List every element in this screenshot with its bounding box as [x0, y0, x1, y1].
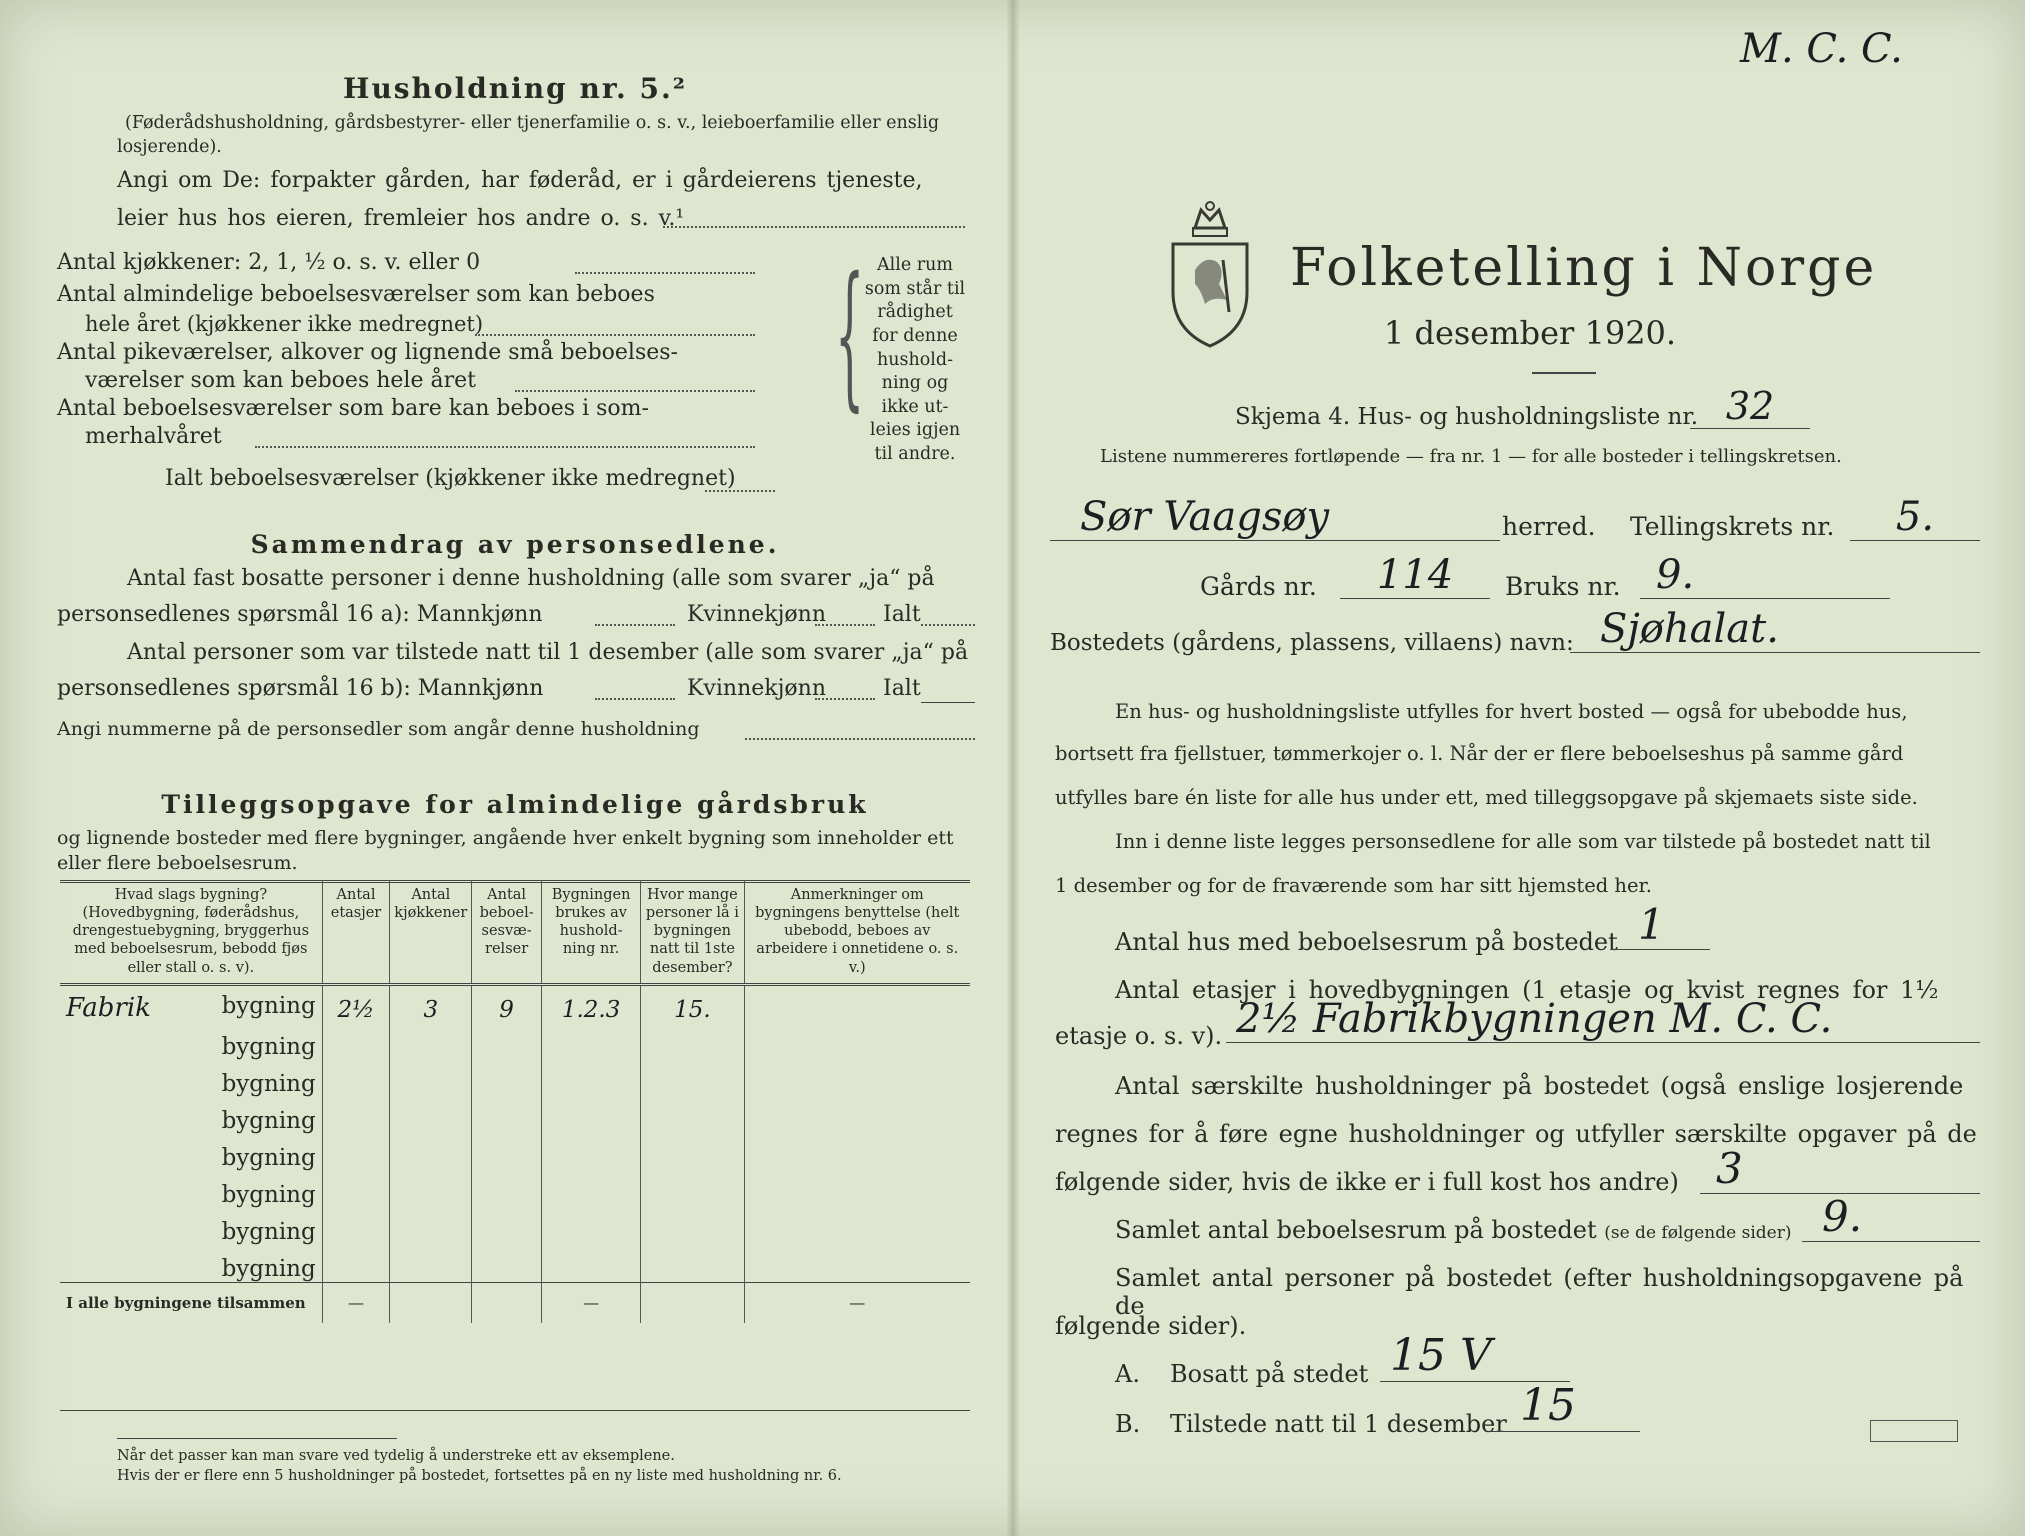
- building-label: bygning: [221, 1070, 316, 1097]
- female-line-1: [815, 624, 875, 626]
- printer-mark: [1870, 1420, 1958, 1442]
- side-note-line: Alle rum: [877, 255, 953, 275]
- holding-nr-label: Bruks nr.: [1505, 572, 1621, 601]
- female-label-2: Kvinnekjønn: [687, 676, 826, 701]
- table-row: [60, 1134, 970, 1171]
- corner-initials: M. C. C.: [1740, 26, 1903, 72]
- persons-label-1: Samlet antal personer på bostedet (efter husholdningsopgavene på de: [1115, 1264, 1964, 1320]
- household-subtitle: (Føderådshusholdning, gårdsbestyrer- eller tjenerfamilie o. s. v., leieboerfamilie eller enslig losjerende).: [117, 113, 940, 157]
- instructions-2a: Inn i denne liste legges personsedlene for alle som var tilstede på bostedet natt til: [1115, 830, 1931, 853]
- building-label: bygning: [221, 1033, 316, 1060]
- kitchens-value: 3: [390, 984, 472, 1023]
- header-remarks: Anmerkninger om bygningens benyttelse (helt ubebodd, beboes av arbeidere i onnetidene o. s. v.): [744, 880, 970, 984]
- building-type-value: Fabrik: [66, 992, 151, 1023]
- side-note-line: som står til: [864, 278, 966, 299]
- rooms-label-2: hele året (kjøkkener ikke medregnet): [85, 312, 484, 336]
- table-row: [60, 1245, 970, 1283]
- summer-rooms-label-1: Antal beboelsesværelser som bare kan beboes i som-: [57, 396, 649, 421]
- angi-line-2: leier hus hos eieren, fremleier hos andre o. s. v.¹: [117, 206, 685, 231]
- total-household: —: [541, 1282, 640, 1323]
- present-value: 15: [1490, 1380, 1640, 1432]
- summary-line-1b: personsedlenes spørsmål 16 a): Mannkjønn: [57, 602, 543, 627]
- total-line-2: [921, 702, 975, 703]
- persons-label-2: følgende sider).: [1055, 1312, 1247, 1340]
- total-remarks: —: [744, 1282, 970, 1323]
- numbers-label: Angi nummerne på de personsedler som angår denne husholdning: [57, 718, 700, 740]
- building-table: [60, 880, 970, 1323]
- building-label: bygning: [221, 1107, 316, 1134]
- kitchens-label: Antal kjøkkener: 2, 1, ½ o. s. v. eller 0: [57, 250, 481, 275]
- summary-line-2a: Antal personer som var tilstede natt til 1 desember (alle som svarer „ja“ på: [127, 640, 969, 665]
- table-header-row: [60, 880, 970, 984]
- instructions-2b: 1 desember og for de fraværende som har sitt hjemsted her.: [1055, 874, 1652, 897]
- households-label-1: Antal særskilte husholdninger på bostedet (også enslige losjerende: [1115, 1072, 1964, 1100]
- census-date: 1 desember 1920.: [1383, 314, 1677, 352]
- footnote-1: Når det passer kan man svare ved tydelig å understreke ett av eksemplene.: [117, 1448, 675, 1464]
- instructions-1c: utfylles bare én liste for alle hus under ett, med tilleggsopgave på skjemaets siste side.: [1055, 786, 1918, 809]
- supplement-subtitle: og lignende bosteder med flere bygninger, angående hver enkelt bygning som inneholder ett eller flere beboelsesrum.: [57, 827, 954, 874]
- holding-nr-value: 9.: [1640, 552, 1890, 599]
- table-row: [60, 984, 970, 1023]
- residence-name-label: Bostedets (gårdens, plassens, villaens) navn:: [1050, 630, 1574, 656]
- total-row-label: I alle bygningene tilsammen: [60, 1282, 322, 1323]
- side-note-line: for denne: [872, 325, 958, 346]
- households-label-3: følgende sider, hvis de ikke er i full kost hos andre): [1055, 1168, 1679, 1196]
- supplement-title: Tilleggsopgave for almindelige gårdsbruk: [161, 790, 869, 819]
- rooms-label-1: Antal almindelige beboelsesværelser som kan beboes: [57, 282, 655, 307]
- male-line-2: [595, 698, 675, 700]
- municipality-value: Sør Vaagsøy: [1050, 494, 1500, 541]
- header-rooms: Antal beboel-sesvæ-relser: [472, 880, 542, 984]
- summary-title: Sammendrag av personsedlene.: [250, 530, 780, 559]
- floors-label-2: etasje o. s. v).: [1055, 1022, 1223, 1050]
- kitchens-line: [575, 272, 755, 274]
- remarks-cell: [744, 984, 970, 1023]
- male-line-1: [595, 624, 675, 626]
- table-bottom-rule: [60, 1410, 970, 1411]
- numbering-note: Listene nummereres fortløpende — fra nr. 1 — for alle bosteder i tellingskretsen.: [1100, 446, 1842, 467]
- present-label: Tilstede natt til 1 desember: [1170, 1410, 1507, 1438]
- table-row: [60, 1171, 970, 1208]
- table-row: [60, 1060, 970, 1097]
- right-page: [1050, 0, 1980, 1536]
- header-household-nr: Bygningen brukes av hushold-ning nr.: [541, 880, 640, 984]
- header-floors: Antal etasjer: [322, 880, 390, 984]
- persons-value: 15.: [641, 984, 744, 1023]
- farm-nr-value: 114: [1340, 552, 1490, 599]
- summer-rooms-line: [255, 446, 755, 448]
- side-note-line: rådighet: [877, 302, 953, 323]
- household-title: Husholdning nr. 5.²: [342, 72, 688, 105]
- page-fold: [1006, 0, 1020, 1536]
- table-row: [60, 1023, 970, 1060]
- building-label: bygning: [221, 1218, 316, 1245]
- table-row: [60, 1097, 970, 1134]
- main-title: Folketelling i Norge: [1290, 238, 1878, 298]
- small-rooms-label-1: Antal pikeværelser, alkover og lignende små beboelses-: [57, 340, 678, 365]
- total-label-1: Ialt: [883, 602, 921, 627]
- instructions-1a: En hus- og husholdningsliste utfylles for hvert bosted — også for ubebodde hus,: [1115, 700, 1908, 723]
- present-letter: B.: [1115, 1410, 1141, 1438]
- floors-value: 2½ Fabrikbygningen M. C. C.: [1226, 996, 1980, 1043]
- form-number: 32: [1690, 384, 1810, 429]
- title-rule: [1532, 372, 1596, 374]
- houses-value: 1: [1610, 900, 1710, 950]
- district-label: Tellingskrets nr.: [1630, 512, 1835, 541]
- form-label: Skjema 4. Hus- og husholdningsliste nr.: [1235, 404, 1699, 430]
- building-label: bygning: [221, 1144, 316, 1171]
- side-note-line: leies igjen: [869, 420, 961, 441]
- numbers-line: [745, 738, 975, 740]
- farm-nr-label: Gårds nr.: [1200, 572, 1317, 601]
- left-page: [55, 0, 975, 1536]
- summary-line-2b: personsedlenes spørsmål 16 b): Mannkjønn: [57, 676, 544, 701]
- side-note-line: ning og: [881, 373, 949, 394]
- side-note-line: hushold-: [876, 349, 954, 370]
- municipality-label: herred.: [1502, 512, 1596, 541]
- side-note: [859, 254, 971, 467]
- total-label-2: Ialt: [883, 676, 921, 701]
- small-rooms-line: [515, 390, 755, 392]
- summary-line-1a: Antal fast bosatte personer i denne husholdning (alle som svarer „ja“ på: [127, 566, 935, 591]
- female-line-2: [815, 698, 875, 700]
- total-line-1: [921, 624, 975, 626]
- households-value: 3: [1700, 1144, 1980, 1194]
- angi-line-1: Angi om De: forpakter gården, har føderåd, er i gårdeierens tjeneste,: [117, 168, 923, 193]
- footnote-rule: [117, 1438, 397, 1439]
- building-label: bygning: [221, 1255, 316, 1282]
- header-building-type: Hvad slags bygning? (Hovedbygning, føderådshus, drengestuebygning, bryggerhus med beboelsesrum, bebodd fjøs eller stall o. s. v).: [72, 887, 310, 976]
- total-rooms-text: Samlet antal beboelsesrum på bostedet: [1115, 1216, 1597, 1244]
- district-value: 5.: [1850, 494, 1980, 541]
- side-note-line: ikke ut-: [881, 396, 949, 417]
- resident-label: Bosatt på stedet: [1170, 1360, 1369, 1388]
- total-row: [60, 1282, 970, 1323]
- floors-value: 2½: [322, 984, 390, 1023]
- instructions-1b: bortsett fra fjellstuer, tømmerkojer o. l. Når der er flere beboelseshus på samme gård: [1055, 742, 1904, 765]
- total-rooms-label: [1115, 1216, 1791, 1244]
- houses-label: Antal hus med beboelsesrum på bostedet: [1115, 928, 1618, 956]
- angi-answer-line: [663, 226, 965, 228]
- summer-rooms-label-2: merhalvåret: [85, 424, 222, 449]
- total-rooms-label: Ialt beboelsesværelser (kjøkkener ikke medregnet): [165, 466, 736, 491]
- header-persons: Hvor mange personer lå i bygningen natt til 1ste desember?: [641, 880, 744, 984]
- footnote-2: Hvis der er flere enn 5 husholdninger på bostedet, fortsettes på en ny liste med husholdning nr. 6.: [117, 1468, 842, 1484]
- rooms-value: 9: [472, 984, 542, 1023]
- coat-of-arms-icon: [1165, 200, 1255, 350]
- total-rooms-value: 9.: [1802, 1192, 1980, 1242]
- total-floors: —: [322, 1282, 390, 1323]
- total-rooms-note: (se de følgende sider): [1604, 1223, 1792, 1243]
- households-label-2: regnes for å føre egne husholdninger og utfyller særskilte opgaver på de: [1055, 1120, 1977, 1148]
- household-nr-value: 1.2.3: [541, 984, 640, 1023]
- resident-value: 15 V: [1380, 1330, 1570, 1382]
- rooms-line: [475, 334, 755, 336]
- floors-label-1: Antal etasjer i hovedbygningen (1 etasje og kvist regnes for 1½: [1115, 976, 1939, 1004]
- table-row: [60, 1208, 970, 1245]
- building-cell: [60, 984, 322, 1023]
- total-rooms-line: [705, 490, 775, 492]
- small-rooms-label-2: værelser som kan beboes hele året: [85, 368, 476, 393]
- residence-name-value: Sjøhalat.: [1570, 606, 1980, 653]
- side-note-line: til andre.: [874, 444, 956, 464]
- resident-letter: A.: [1115, 1360, 1140, 1388]
- building-label: bygning: [221, 992, 316, 1019]
- building-label: bygning: [221, 1181, 316, 1208]
- female-label-1: Kvinnekjønn: [687, 602, 826, 627]
- brace: {: [835, 242, 865, 426]
- header-kitchens: Antal kjøkkener: [390, 880, 472, 984]
